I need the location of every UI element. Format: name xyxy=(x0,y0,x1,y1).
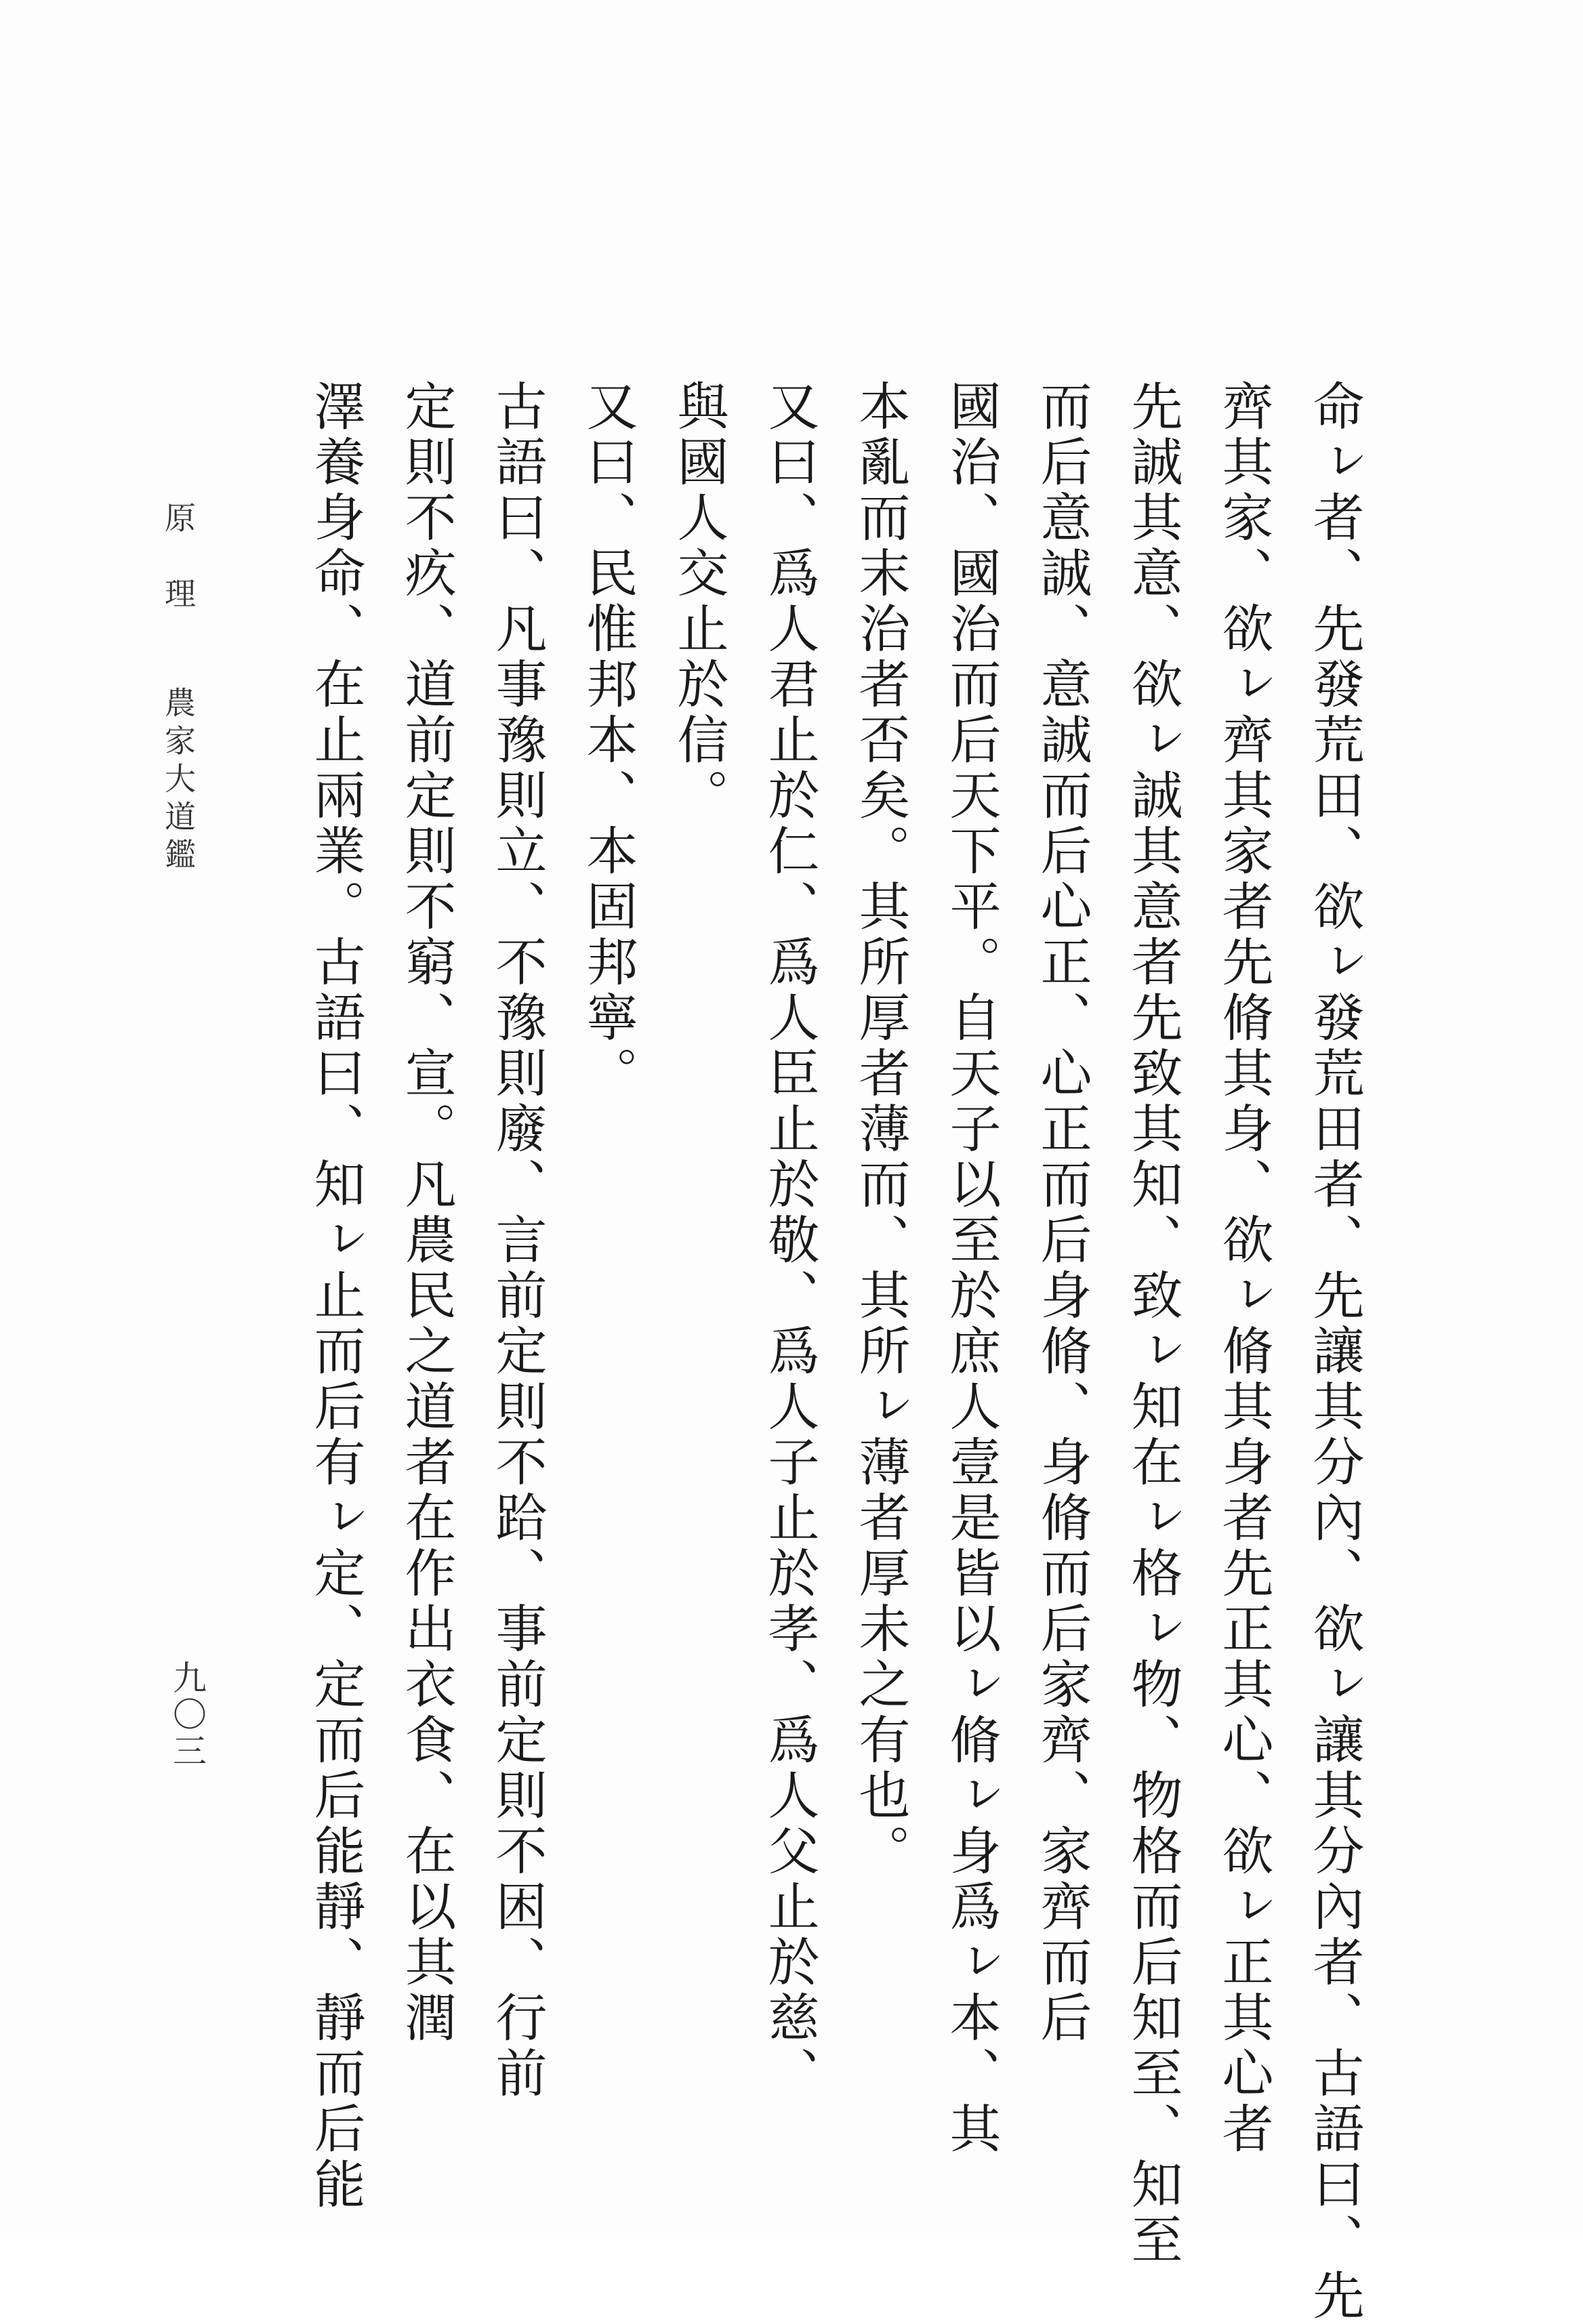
text-line: 命ㇾ者、先發荒田、欲ㇾ發荒田者、先讓其分內、欲ㇾ讓其分內者、古語曰、先 xyxy=(1304,379,1365,2324)
text-line: 古語曰、凡事豫則立、不豫則廢、言前定則不跲、事前定則不困、行前 xyxy=(487,379,548,2102)
text-line: 本亂而末治者否矣。其所厚者薄而、其所ㇾ薄者厚未之有也。 xyxy=(850,379,911,1880)
text-line: 先誠其意、欲ㇾ誠其意者先致其知、致ㇾ知在ㇾ格ㇾ物、物格而后知至、知至 xyxy=(1123,379,1183,2268)
text-line: 澤養身命、在止兩業。古語曰、知ㇾ止而后有ㇾ定、定而后能靜、靜而后能 xyxy=(306,379,366,2213)
running-footer xyxy=(156,501,201,930)
page-number: 九〇三 xyxy=(167,1660,207,1770)
text-line: 齊其家、欲ㇾ齊其家者先脩其身、欲ㇾ脩其身者先正其心、欲ㇾ正其心者 xyxy=(1214,379,1274,2157)
text-line: 定則不疚、道前定則不窮、宣。凡農民之道者在作出衣食、在以其潤 xyxy=(396,379,457,2046)
book-title: 農家大道鑑 xyxy=(160,686,197,876)
text-line: 又曰、爲人君止於仁、爲人臣止於敬、爲人子止於孝、爲人父止於慈、 xyxy=(760,379,820,2102)
text-line: 與國人交止於信。 xyxy=(669,379,729,824)
text-line: 又曰、民惟邦本、本固邦寧。 xyxy=(578,379,638,1102)
section-title: 原 理 xyxy=(160,501,197,615)
main-text-block xyxy=(290,379,1380,2324)
text-line: 而后意誠、意誠而后心正、心正而后身脩、身脩而后家齊、家齊而后 xyxy=(1032,379,1092,2046)
text-line: 國治、國治而后天下平。自天子以至於庶人壹是皆以ㇾ脩ㇾ身爲ㇾ本、其 xyxy=(941,379,1002,2157)
